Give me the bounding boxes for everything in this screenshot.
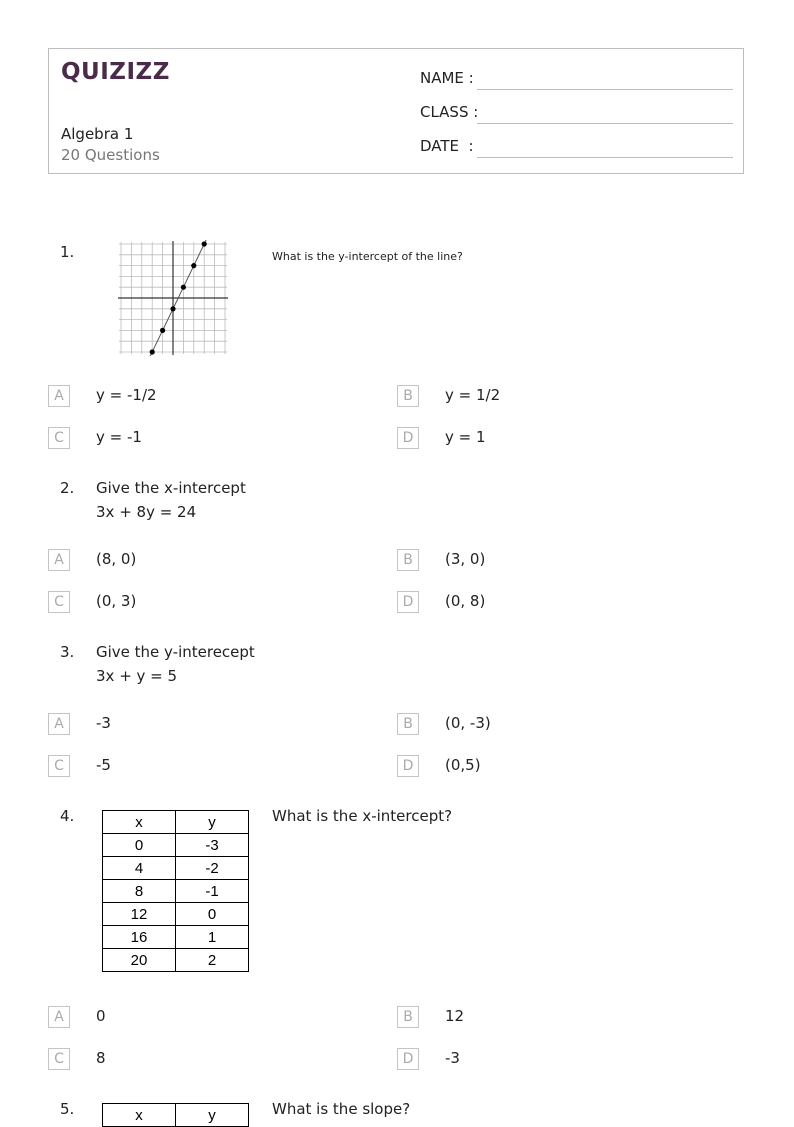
table-header-y: y [176, 811, 249, 834]
option-letter: A [48, 713, 70, 735]
option-text: (0, 8) [445, 592, 486, 610]
table-header-x: x [103, 1104, 176, 1127]
table-cell: 16 [103, 926, 176, 949]
option-letter: C [48, 427, 70, 449]
question-1-graph [117, 240, 229, 356]
question-5-number: 5. [60, 1100, 75, 1118]
option-text: -3 [96, 714, 111, 732]
table-cell: 1 [176, 926, 249, 949]
question-3-line-1: Give the y-interecept [96, 643, 255, 661]
option-text: y = -1 [96, 428, 142, 446]
option-letter: C [48, 591, 70, 613]
option-text: (0, 3) [96, 592, 137, 610]
table-cell: -3 [176, 834, 249, 857]
question-2-number: 2. [60, 479, 75, 497]
option-letter: B [397, 713, 419, 735]
question-3-number: 3. [60, 643, 75, 661]
option-text: y = -1/2 [96, 386, 157, 404]
graph-point [170, 306, 175, 311]
table-cell: 0 [103, 834, 176, 857]
option-letter: B [397, 1006, 419, 1028]
question-3-text [96, 640, 255, 688]
name-label: NAME : [420, 69, 474, 87]
table-cell: 0 [176, 903, 249, 926]
table-row [103, 926, 249, 949]
question-4-prompt: What is the x-intercept? [272, 807, 453, 825]
table-cell: 20 [103, 949, 176, 972]
question-3-line-2: 3x + y = 5 [96, 667, 178, 685]
question-4-number: 4. [60, 807, 75, 825]
option-text: y = 1 [445, 428, 486, 446]
table-cell: -2 [176, 857, 249, 880]
graph-point [160, 328, 165, 333]
option-letter: D [397, 427, 419, 449]
table-row [103, 857, 249, 880]
quizizz-logo: QUIZIZZ [61, 59, 170, 85]
option-letter: A [48, 385, 70, 407]
table-cell: 2 [176, 949, 249, 972]
option-letter: B [397, 385, 419, 407]
question-1-number: 1. [60, 243, 75, 261]
table-cell: 8 [103, 880, 176, 903]
table-row [103, 903, 249, 926]
option-text: (3, 0) [445, 550, 486, 568]
table-row [103, 880, 249, 903]
option-text: 12 [445, 1007, 465, 1025]
question-2-text [96, 476, 246, 524]
subject-title: Algebra 1 [61, 125, 134, 143]
option-text: -5 [96, 756, 111, 774]
name-line[interactable] [477, 89, 733, 90]
option-text: y = 1/2 [445, 386, 501, 404]
table-header-x: x [103, 811, 176, 834]
graph-point [191, 263, 196, 268]
table-row [103, 834, 249, 857]
option-letter: D [397, 755, 419, 777]
table-header-y: y [176, 1104, 249, 1127]
question-1-prompt: What is the y-intercept of the line? [272, 250, 463, 263]
question-2-line-2: 3x + 8y = 24 [96, 503, 197, 521]
table-header-row [103, 1104, 249, 1127]
class-label: CLASS : [420, 103, 479, 121]
question-5-prompt: What is the slope? [272, 1100, 411, 1118]
option-text: (0,5) [445, 756, 481, 774]
option-letter: A [48, 549, 70, 571]
worksheet-header [48, 48, 744, 174]
option-text: 8 [96, 1049, 106, 1067]
option-text: -3 [445, 1049, 460, 1067]
option-letter: A [48, 1006, 70, 1028]
option-text: 0 [96, 1007, 106, 1025]
date-field[interactable] [420, 137, 733, 159]
question-count: 20 Questions [61, 146, 160, 164]
table-row [103, 949, 249, 972]
option-letter: C [48, 755, 70, 777]
option-letter: C [48, 1048, 70, 1070]
question-4-table [102, 810, 249, 972]
table-cell: 4 [103, 857, 176, 880]
date-label: DATE : [420, 137, 474, 155]
graph-point [181, 285, 186, 290]
graph-point [202, 241, 207, 246]
option-text: (8, 0) [96, 550, 137, 568]
option-letter: D [397, 1048, 419, 1070]
table-header-row [103, 811, 249, 834]
option-letter: B [397, 549, 419, 571]
class-field[interactable] [420, 103, 733, 125]
option-text: (0, -3) [445, 714, 491, 732]
class-line[interactable] [477, 123, 733, 124]
table-cell: -1 [176, 880, 249, 903]
option-letter: D [397, 591, 419, 613]
date-line[interactable] [477, 157, 733, 158]
question-2-line-1: Give the x-intercept [96, 479, 246, 497]
graph-point [150, 349, 155, 354]
question-5-table [102, 1103, 249, 1127]
name-field[interactable] [420, 69, 733, 91]
table-cell: 12 [103, 903, 176, 926]
